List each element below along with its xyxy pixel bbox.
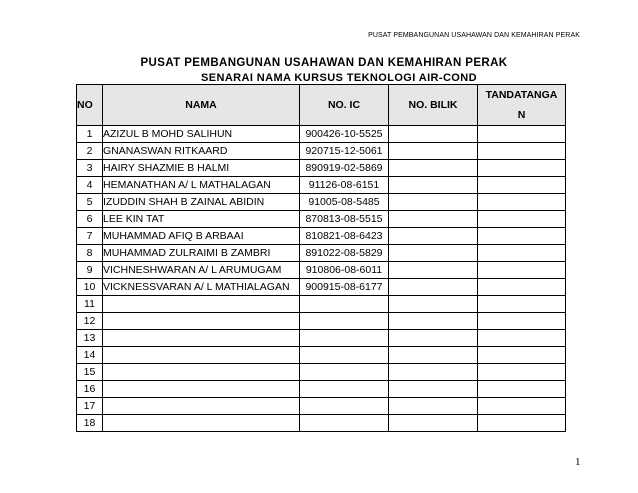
cell-nama: VICKNESSVARAN A/ L MATHIALAGAN <box>103 279 300 296</box>
table-row <box>77 177 566 194</box>
column-header-tandatangan-line2: N <box>517 109 526 121</box>
cell-bilik <box>389 245 478 262</box>
column-header-tandatangan <box>478 85 566 126</box>
cell-ic: 890919-02-5869 <box>300 160 389 177</box>
cell-bilik <box>389 313 478 330</box>
cell-bilik <box>389 143 478 160</box>
cell-ic <box>300 381 389 398</box>
table-row <box>77 194 566 211</box>
cell-nama: HAIRY SHAZMIE B HALMI <box>103 160 300 177</box>
table-row <box>77 364 566 381</box>
cell-tandatangan <box>478 245 566 262</box>
column-header-ic: NO. IC <box>300 85 389 126</box>
cell-no: 1 <box>77 126 103 143</box>
cell-nama: LEE KIN TAT <box>103 211 300 228</box>
table-row <box>77 228 566 245</box>
cell-nama <box>103 364 300 381</box>
cell-tandatangan <box>478 177 566 194</box>
cell-bilik <box>389 347 478 364</box>
cell-tandatangan <box>478 398 566 415</box>
cell-ic: 920715-12-5061 <box>300 143 389 160</box>
table-row <box>77 347 566 364</box>
cell-nama <box>103 398 300 415</box>
cell-tandatangan <box>478 279 566 296</box>
cell-ic <box>300 330 389 347</box>
cell-no: 3 <box>77 160 103 177</box>
cell-tandatangan <box>478 381 566 398</box>
cell-no: 7 <box>77 228 103 245</box>
cell-no: 11 <box>77 296 103 313</box>
cell-tandatangan <box>478 313 566 330</box>
page-number: 1 <box>575 456 581 468</box>
cell-bilik <box>389 126 478 143</box>
cell-no: 4 <box>77 177 103 194</box>
cell-nama <box>103 415 300 432</box>
cell-no: 14 <box>77 347 103 364</box>
cell-no: 13 <box>77 330 103 347</box>
cell-ic: 91005-08-5485 <box>300 194 389 211</box>
cell-bilik <box>389 177 478 194</box>
cell-bilik <box>389 296 478 313</box>
attendance-table <box>76 84 566 432</box>
cell-bilik <box>389 381 478 398</box>
table-row <box>77 160 566 177</box>
cell-ic <box>300 313 389 330</box>
cell-nama: IZUDDIN SHAH B ZAINAL ABIDIN <box>103 194 300 211</box>
table-header-row <box>77 85 566 126</box>
cell-no: 9 <box>77 262 103 279</box>
table-row <box>77 126 566 143</box>
cell-tandatangan <box>478 296 566 313</box>
cell-bilik <box>389 279 478 296</box>
table-row <box>77 313 566 330</box>
cell-ic <box>300 415 389 432</box>
cell-tandatangan <box>478 126 566 143</box>
cell-ic <box>300 364 389 381</box>
cell-nama <box>103 381 300 398</box>
cell-ic: 900426-10-5525 <box>300 126 389 143</box>
cell-nama: VICHNESHWARAN A/ L ARUMUGAM <box>103 262 300 279</box>
cell-ic: 891022-08-5829 <box>300 245 389 262</box>
cell-no: 16 <box>77 381 103 398</box>
cell-bilik <box>389 415 478 432</box>
cell-no: 6 <box>77 211 103 228</box>
document-subtitle: SENARAI NAMA KURSUS TEKNOLOGI AIR-COND <box>201 72 477 84</box>
cell-nama <box>103 330 300 347</box>
table-row <box>77 143 566 160</box>
cell-nama: GNANASWAN RITKAARD <box>103 143 300 160</box>
cell-no: 15 <box>77 364 103 381</box>
cell-ic: 900915-08-6177 <box>300 279 389 296</box>
cell-tandatangan <box>478 211 566 228</box>
cell-ic: 91126-08-6151 <box>300 177 389 194</box>
table-row <box>77 381 566 398</box>
cell-ic: 910806-08-6011 <box>300 262 389 279</box>
cell-bilik <box>389 364 478 381</box>
cell-ic <box>300 398 389 415</box>
cell-tandatangan <box>478 415 566 432</box>
table-row <box>77 398 566 415</box>
cell-tandatangan <box>478 364 566 381</box>
cell-ic: 810821-08-6423 <box>300 228 389 245</box>
cell-ic: 870813-08-5515 <box>300 211 389 228</box>
cell-nama <box>103 313 300 330</box>
column-header-no: NO <box>77 85 103 126</box>
table-row <box>77 262 566 279</box>
table-row <box>77 211 566 228</box>
cell-tandatangan <box>478 160 566 177</box>
cell-nama: AZIZUL B MOHD SALIHUN <box>103 126 300 143</box>
cell-no: 17 <box>77 398 103 415</box>
cell-tandatangan <box>478 143 566 160</box>
column-header-tandatangan-line1: TANDATANGA <box>485 89 558 101</box>
cell-bilik <box>389 228 478 245</box>
cell-tandatangan <box>478 194 566 211</box>
cell-no: 10 <box>77 279 103 296</box>
cell-no: 2 <box>77 143 103 160</box>
table-row <box>77 415 566 432</box>
document-title: PUSAT PEMBANGUNAN USAHAWAN DAN KEMAHIRAN PERAK <box>140 57 508 69</box>
cell-nama: HEMANATHAN A/ L MATHALAGAN <box>103 177 300 194</box>
cell-bilik <box>389 330 478 347</box>
running-header: PUSAT PEMBANGUNAN USAHAWAN DAN KEMAHIRAN PERAK <box>368 32 580 39</box>
cell-nama: MUHAMMAD AFIQ B ARBAAI <box>103 228 300 245</box>
cell-no: 5 <box>77 194 103 211</box>
table-row <box>77 279 566 296</box>
cell-no: 12 <box>77 313 103 330</box>
cell-no: 8 <box>77 245 103 262</box>
table-row <box>77 245 566 262</box>
cell-ic <box>300 347 389 364</box>
cell-bilik <box>389 194 478 211</box>
cell-tandatangan <box>478 228 566 245</box>
cell-ic <box>300 296 389 313</box>
cell-bilik <box>389 398 478 415</box>
cell-tandatangan <box>478 347 566 364</box>
table-row <box>77 330 566 347</box>
cell-bilik <box>389 160 478 177</box>
column-header-bilik: NO. BILIK <box>389 85 478 126</box>
cell-nama: MUHAMMAD ZULRAIMI B ZAMBRI <box>103 245 300 262</box>
cell-tandatangan <box>478 262 566 279</box>
column-header-nama: NAMA <box>103 85 300 126</box>
cell-bilik <box>389 211 478 228</box>
cell-tandatangan <box>478 330 566 347</box>
cell-nama <box>103 296 300 313</box>
cell-no: 18 <box>77 415 103 432</box>
table-row <box>77 296 566 313</box>
cell-bilik <box>389 262 478 279</box>
cell-nama <box>103 347 300 364</box>
